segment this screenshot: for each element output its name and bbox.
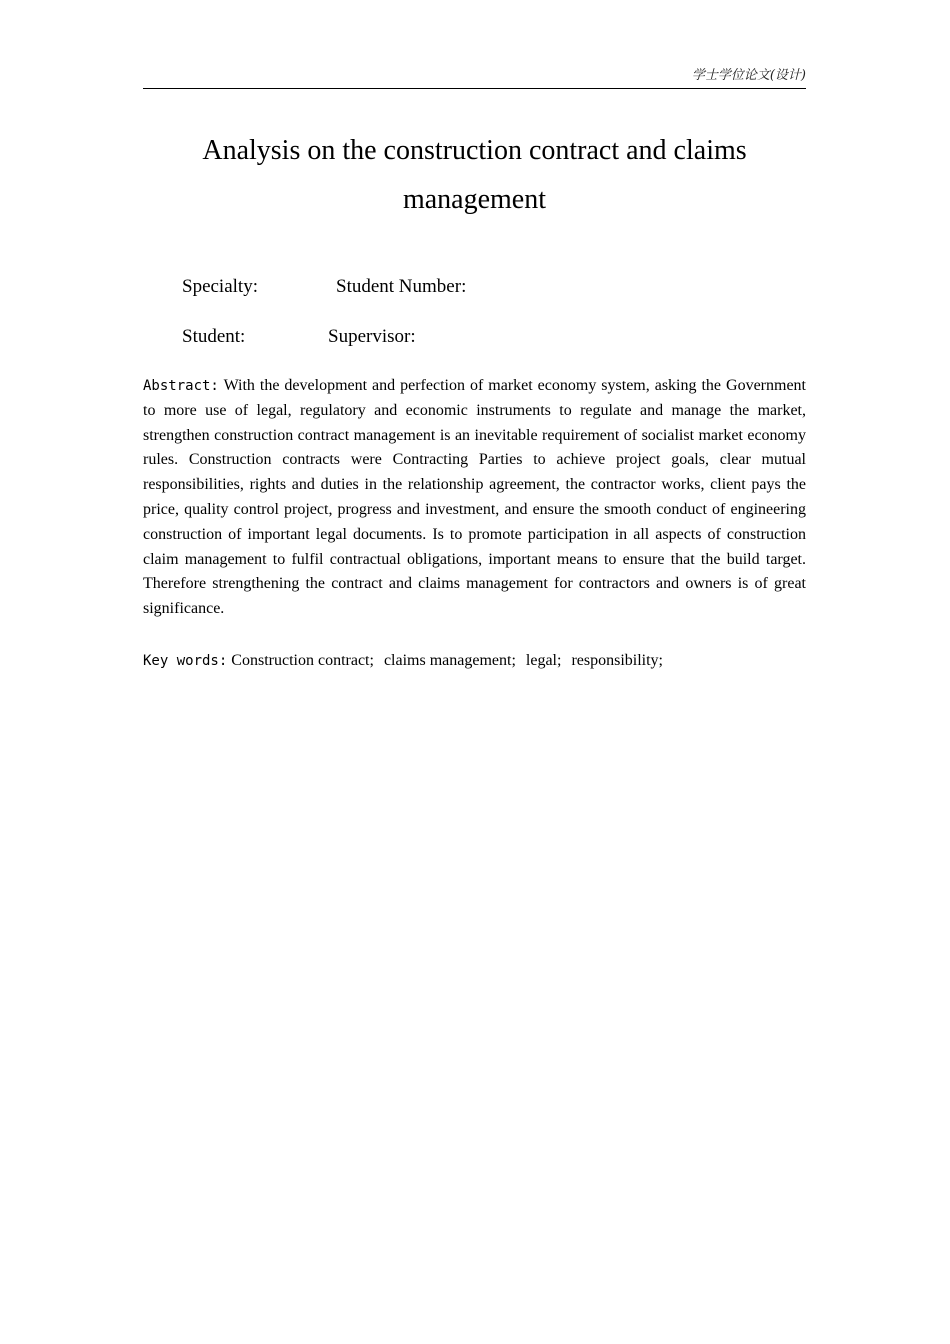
- keyword-item: claims management;: [383, 652, 516, 669]
- keywords-line: [143, 649, 806, 673]
- keyword-item: Construction contract;: [231, 652, 374, 669]
- specialty-label: Specialty:: [182, 276, 258, 297]
- keywords-label: Key words:: [143, 653, 228, 669]
- abstract-label: Abstract:: [143, 378, 219, 394]
- supervisor-label: Supervisor:: [328, 326, 416, 347]
- title-line-1: Analysis on the construction contract and claims: [202, 135, 747, 166]
- student-number-label: Student Number:: [336, 276, 467, 297]
- keyword-item: legal;: [525, 652, 562, 669]
- keyword-item: responsibility;: [571, 652, 663, 669]
- page-header: [143, 66, 806, 89]
- student-label: Student:: [182, 326, 246, 347]
- abstract-paragraph: [143, 374, 806, 622]
- running-header-title: 学士学位论文(设计): [691, 68, 806, 83]
- document-title: [143, 126, 806, 224]
- abstract-text: With the development and perfection of market economy system, asking the Government to more use of legal, regulatory and economic instruments to regulate and manage the market, strengthen construction contract management is an inevitable requirement of socialist market economy rules. Construction contracts were Contracting Parties to achieve project goals, clear mutual responsibilities, rights and duties in the relationship agreement, the contractor works, client pays the price, quality control project, progress and investment, and ensure the smooth conduct of engineering construction of important legal documents. Is to promote participation in all aspects of construction claim management to fulfil contractual obligations, important means to ensure that the build target. Therefore strengthening the contract and claims management for contractors and owners is of great significance.: [143, 377, 806, 618]
- title-line-2: management: [402, 184, 547, 215]
